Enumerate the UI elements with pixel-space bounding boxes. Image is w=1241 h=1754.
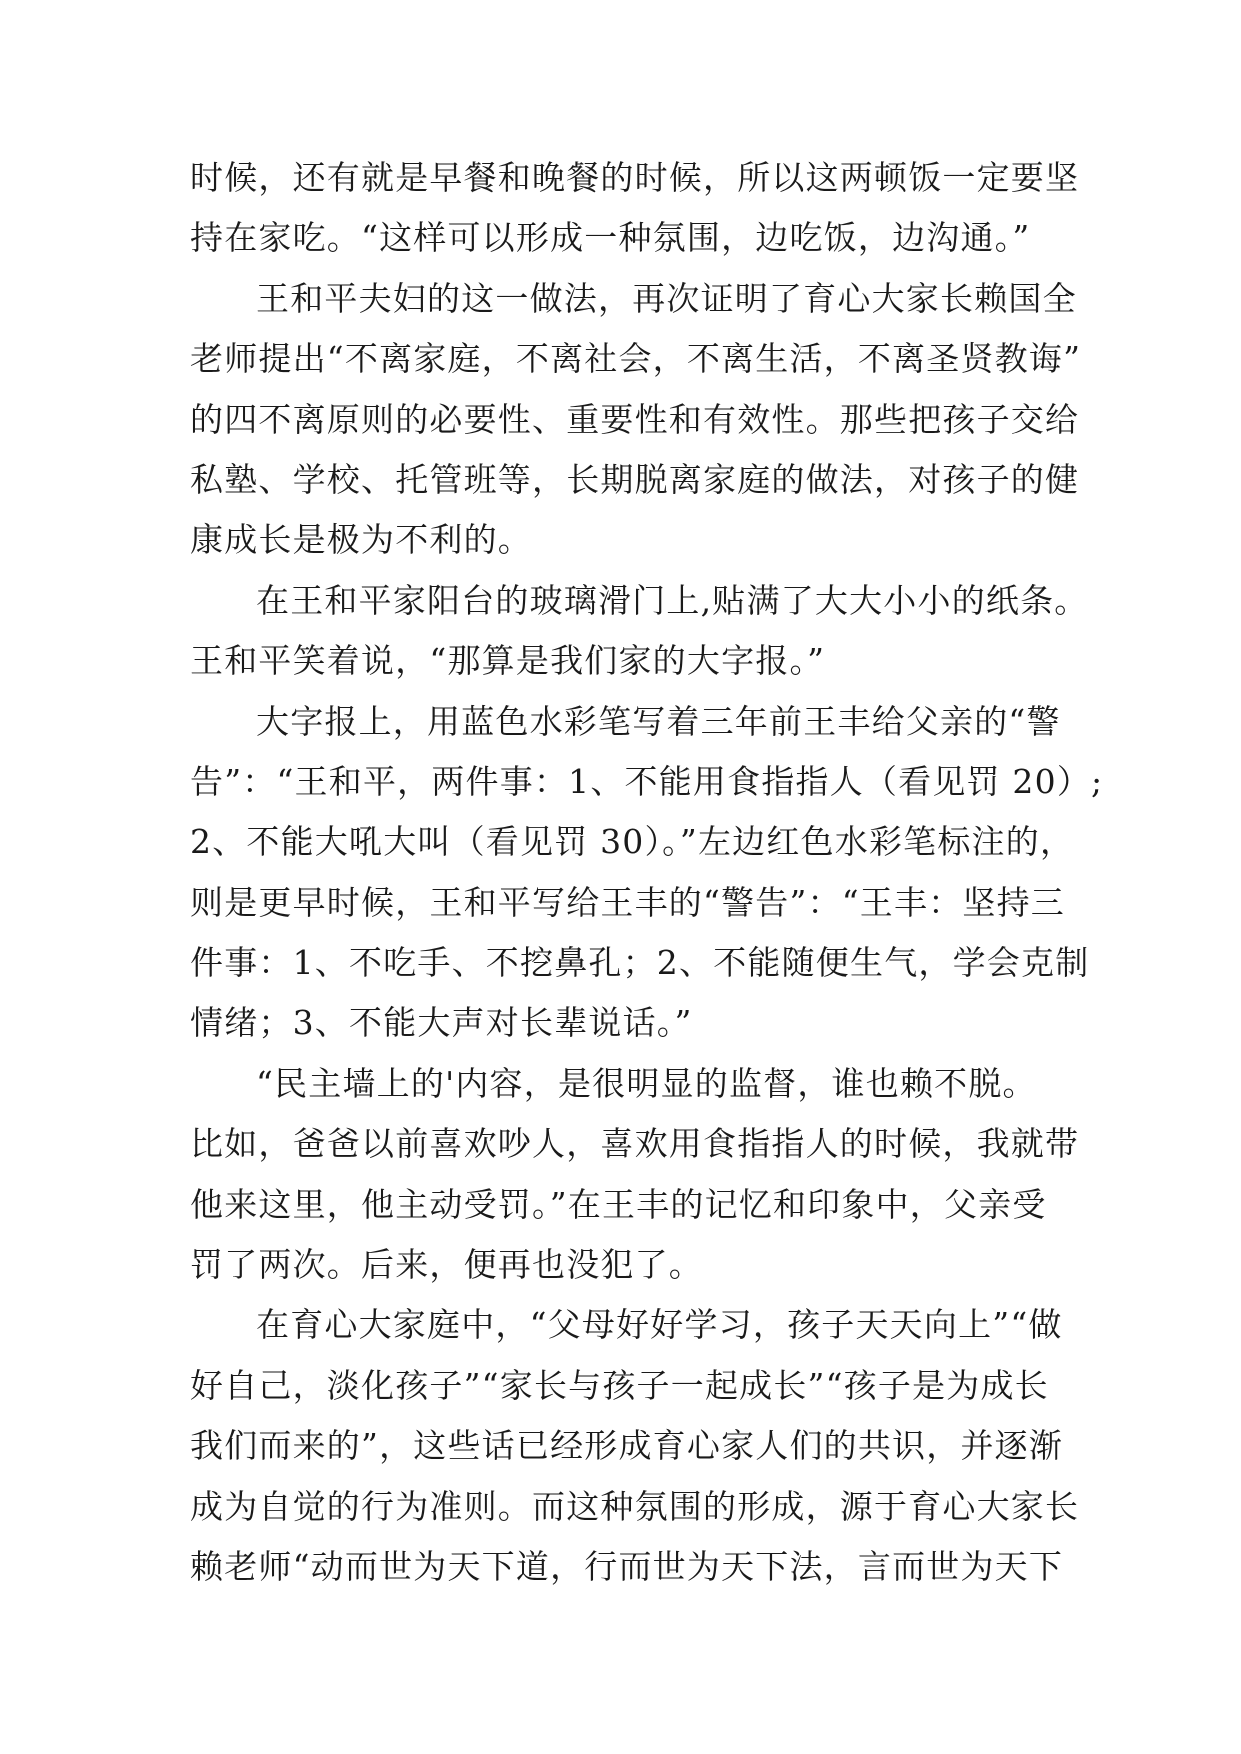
text-line: 2、不能大吼大叫（看见罚 30）。”左边红色水彩笔标注的， xyxy=(190,822,1075,862)
text-line: 在育心大家庭中，“父母好好学习，孩子天天向上”“做 xyxy=(256,1305,1063,1345)
text-line: 持在家吃。“这样可以形成一种氛围，边吃饭，边沟通。” xyxy=(190,218,1031,258)
text-line: 他来这里，他主动受罚。”在王丰的记忆和印象中，父亲受 xyxy=(190,1184,1047,1224)
text-line: 大字报上，用蓝色水彩笔写着三年前王丰给父亲的“警 xyxy=(256,701,1061,741)
text-line: 罚了两次。后来，便再也没犯了。 xyxy=(190,1245,703,1285)
text-line: 好自己，淡化孩子”“家长与孩子一起成长”“孩子是为成长 xyxy=(190,1365,1049,1405)
text-line: 情绪；3、不能大声对长辈说话。” xyxy=(190,1003,693,1043)
text-line: 我们而来的”，这些话已经形成育心家人们的共识，并逐渐 xyxy=(190,1426,1064,1466)
text-line: 成为自觉的行为准则。而这种氛围的形成，源于育心大家长 xyxy=(190,1486,1080,1526)
text-line: 的四不离原则的必要性、重要性和有效性。那些把孩子交给 xyxy=(190,399,1080,439)
text-line: 赖老师“动而世为天下道，行而世为天下法，言而世为天下 xyxy=(190,1546,1064,1586)
text-line: “民主墙上的'内容，是很明显的监督，谁也赖不脱。 xyxy=(256,1063,1037,1103)
text-line: 件事：1、不吃手、不挖鼻孔；2、不能随便生气，学会克制 xyxy=(190,943,1090,983)
body-text xyxy=(190,148,1104,1597)
text-line: 在王和平家阳台的玻璃滑门上,贴满了大大小小的纸条。 xyxy=(256,580,1089,620)
text-line: 告”：“王和平，两件事：1、不能用食指指人（看见罚 20）; xyxy=(190,761,1104,801)
text-line: 时候，还有就是早餐和晚餐的时候，所以这两顿饭一定要坚 xyxy=(190,158,1080,197)
text-line: 则是更早时候，王和平写给王丰的“警告”：“王丰：坚持三 xyxy=(190,882,1066,922)
text-line: 私塾、学校、托管班等，长期脱离家庭的做法，对孩子的健 xyxy=(190,459,1080,499)
text-line: 老师提出“不离家庭，不离社会，不离生活，不离圣贤教诲” xyxy=(190,339,1082,379)
text-line: 比如，爸爸以前喜欢吵人，喜欢用食指指人的时候，我就带 xyxy=(190,1124,1080,1164)
text-line: 王和平笑着说，“那算是我们家的大字报。” xyxy=(190,641,826,681)
text-line: 王和平夫妇的这一做法，再次证明了育心大家长赖国全 xyxy=(256,278,1077,318)
text-line: 康成长是极为不利的。 xyxy=(190,520,532,560)
